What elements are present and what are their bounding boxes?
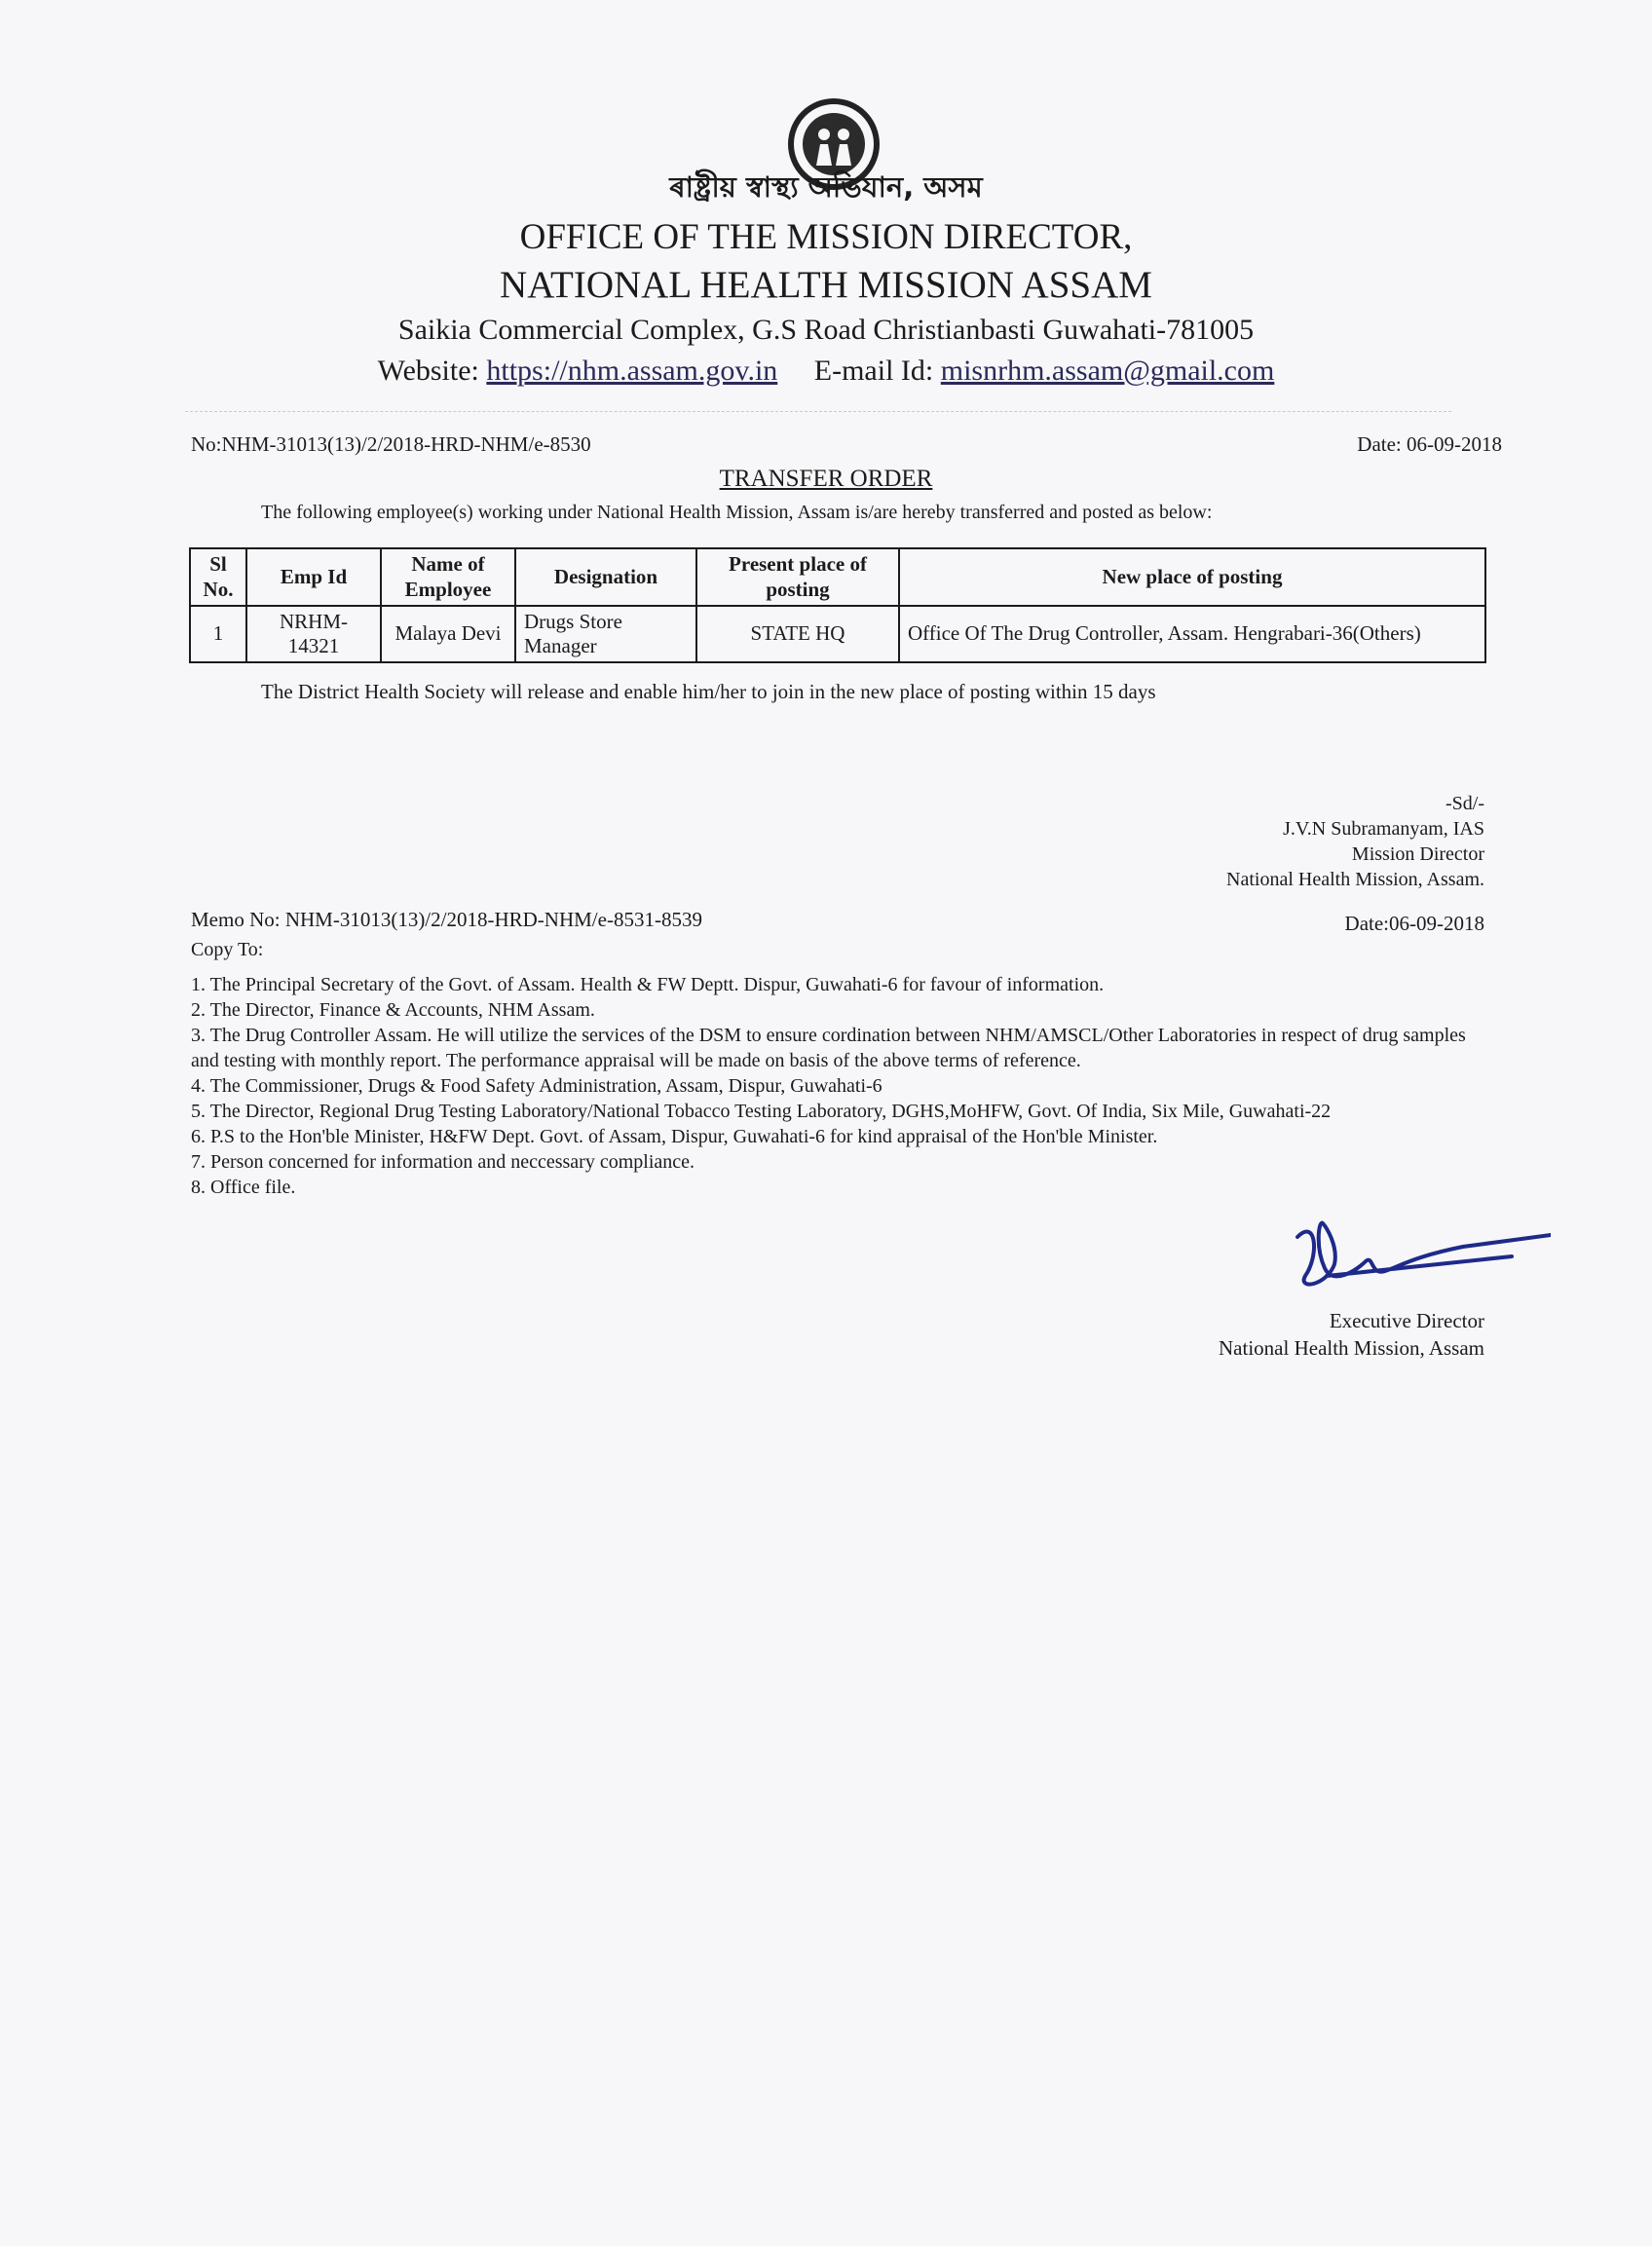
list-item: 3. The Drug Controller Assam. He will utilize the services of the DSM to ensure cordination between NHM/AMSCL/Other Laboratories in respect of drug samples and testing with monthly report. The performance appraisal will be made on basis of the above terms of reference. [191,1025,1466,1071]
list-item: 5. The Director, Regional Drug Testing Laboratory/National Tobacco Testing Laboratory, DGHS,MoHFW, Govt. Of India, Six Mile, Guwahati-22 [191,1101,1332,1122]
order-title: TRANSFER ORDER [719,466,933,492]
cell-sl: 1 [190,606,246,662]
website-link[interactable]: https://nhm.assam.gov.in [486,355,778,387]
executive-block [997,1307,1484,1363]
list-item: 6. P.S to the Hon'ble Minister, H&FW Dept. Govt. of Assam, Dispur, Guwahati-6 for kind appraisal of the Hon'ble Minister. [191,1126,1158,1147]
col-header-designation: Designation [515,548,696,606]
copy-list [191,972,1496,1200]
col-header-new-posting: New place of posting [899,548,1485,606]
mission-title: NATIONAL HEALTH MISSION ASSAM [500,264,1152,306]
signature-block [997,791,1484,892]
order-intro: The following employee(s) working under National Health Mission, Assam is/are hereby transferred and posted as below: [261,502,1213,523]
email-label: E-mail Id: [813,355,934,387]
cell-emp-id: NRHM-14321 [246,606,381,662]
signatory-name: J.V.N Subramanyam, IAS [1283,818,1484,840]
office-title: OFFICE OF THE MISSION DIRECTOR, [519,217,1133,257]
executive-org: National Health Mission, Assam [1219,1336,1484,1361]
transfer-table [189,547,1486,663]
cell-new-posting: Office Of The Drug Controller, Assam. Hengrabari-36(Others) [899,606,1485,662]
table-row [190,606,1485,662]
executive-designation: Executive Director [1329,1309,1484,1332]
col-header-emp-id: Emp Id [246,548,381,606]
release-note: The District Health Society will release and enable him/her to join in the new place of posting within 15 days [261,680,1156,703]
sd-mark: -Sd/- [1446,793,1484,814]
cell-designation: Drugs Store Manager [515,606,696,662]
list-item: 8. Office file. [191,1177,296,1198]
signatory-designation: Mission Director [1351,843,1484,865]
col-header-present-posting: Present place of posting [696,548,899,606]
col-header-name: Name of Employee [381,548,515,606]
order-date: Date: 06-09-2018 [1357,432,1502,456]
table-header-row [190,548,1485,606]
cell-present-posting: STATE HQ [696,606,899,662]
col-header-sl: Sl No. [190,548,246,606]
bengali-title: ৰাষ্ট্ৰীয় স্বাস্থ্য অভিযান, অসম [669,170,983,204]
cell-name: Malaya Devi [381,606,515,662]
list-item: 2. The Director, Finance & Accounts, NHM Assam. [191,999,595,1021]
list-item: 4. The Commissioner, Drugs & Food Safety Administration, Assam, Dispur, Guwahati-6 [191,1075,882,1097]
copy-to-label: Copy To: [191,939,264,960]
handwritten-signature [1258,1217,1551,1305]
order-ref-no: No:NHM-31013(13)/2/2018-HRD-NHM/e-8530 [191,432,591,456]
office-address: Saikia Commercial Complex, G.S Road Christianbasti Guwahati-781005 [397,314,1255,346]
memo-no: Memo No: NHM-31013(13)/2/2018-HRD-NHM/e-8531-8539 [191,908,702,931]
header-divider [185,411,1451,412]
list-item: 1. The Principal Secretary of the Govt. of Assam. Health & FW Deptt. Dispur, Guwahati-6 for favour of information. [191,974,1105,995]
signatory-org: National Health Mission, Assam. [1226,869,1484,890]
memo-date: Date:06-09-2018 [1344,912,1484,935]
contact-line [0,355,1652,388]
list-item: 7. Person concerned for information and neccessary compliance. [191,1151,695,1173]
email-link[interactable]: misnrhm.assam@gmail.com [940,355,1275,387]
website-label: Website: [377,355,479,387]
